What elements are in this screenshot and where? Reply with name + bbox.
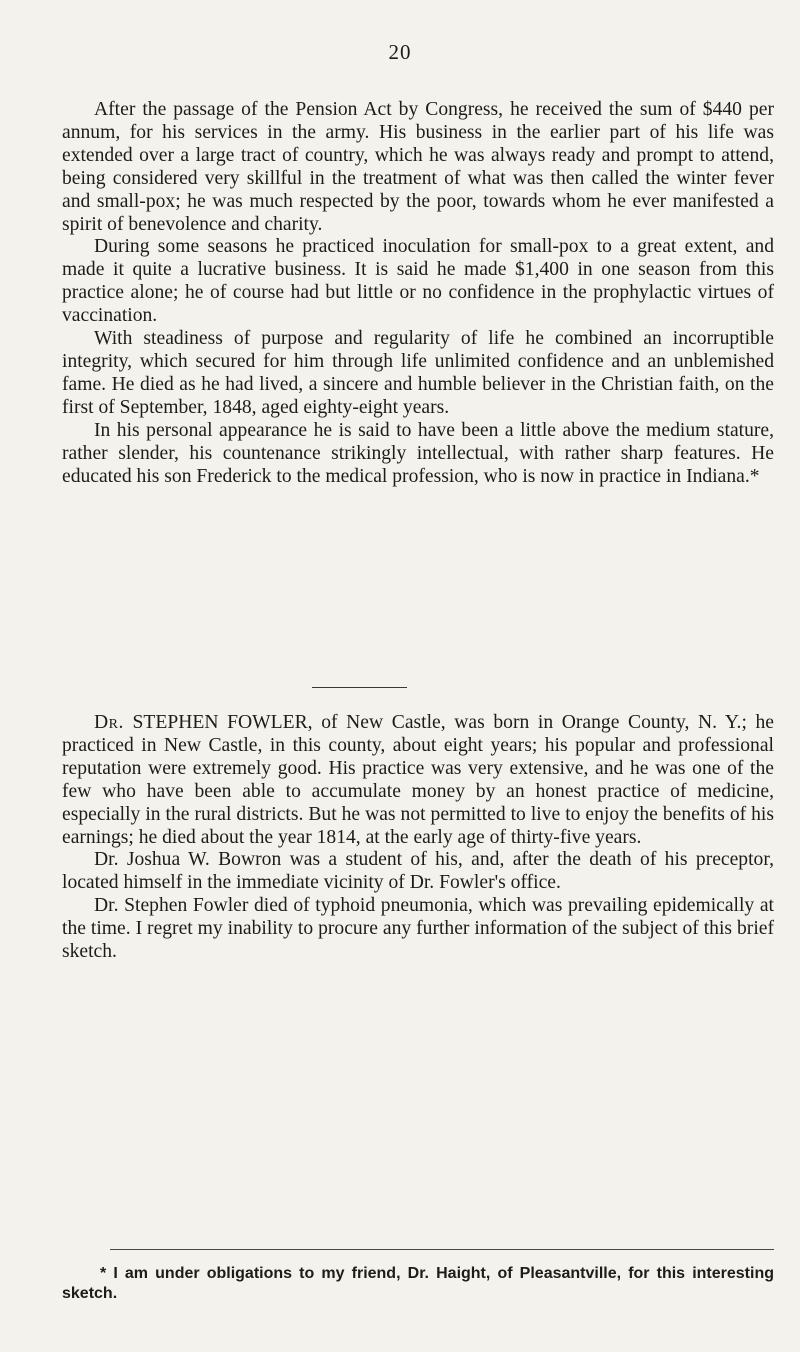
footnote-rule <box>110 1249 774 1250</box>
paragraph-integrity-death: With steadiness of purpose and regularity of life he combined an incorruptible integrity, which secured for him through life unlimited confidence and an unblemished fame. He died as he had lived, a sincere and humble believer in the Christian faith, on the first of September, 1848, aged eighty-eight years. <box>62 328 774 418</box>
paragraph-fowler-death: Dr. Stephen Fowler died of typhoid pneumonia, which was prevailing epidemically at the time. I regret my inability to procure any further information of the subject of this brief sketch. <box>62 895 774 963</box>
paragraph-pension-act: After the passage of the Pension Act by Congress, he received the sum of $440 per annum, for his services in the army. His business in the earlier part of his life was extended over a large tract of country, which he was always ready and prompt to attend, being considered very skillful in the treatment of what was then called the winter fever and small-pox; he was much respected by the poor, towards whom he ever manifested a spirit of benevolence and charity. <box>62 99 774 235</box>
section-stephen-fowler <box>62 712 774 964</box>
intro-text: of New Castle, was born in Orange County, N. Y.; he practiced in New Castle, in this county, about eight years; his popular and professional reputation were extremely good. His practice was very extensive, and he was one of the few who have been able to accumulate money by an honest practice of medicine, especially in the rural districts. But he was not permitted to live to enjoy the benefits of his earnings; he died about the year 1814, at the early age of thirty-five years. <box>62 712 775 848</box>
paragraph-inoculation: During some seasons he practiced inoculation for small-pox to a great extent, and made it quite a lucrative business. It is said he made $1,400 in one season from this practice alone; he of course had but little or no confidence in the prophylactic virtues of vaccination. <box>62 236 774 327</box>
footnote <box>62 1264 774 1304</box>
footnote-text: * I am under obligations to my friend, Dr. Haight, of Pleasantville, for this interesting sketch. <box>62 1265 774 1302</box>
page-number: 20 <box>388 40 412 64</box>
paragraph-personal-appearance: In his personal appearance he is said to have been a little above the medium stature, rather slender, his countenance strikingly intellectual, with rather sharp features. He educated his son Frederick to the medical profession, who is now in practice in Indiana.* <box>62 419 774 487</box>
section-divider <box>312 687 407 688</box>
title-prefix: Dr. <box>94 712 124 733</box>
section-pension-biography <box>62 99 774 488</box>
subject-name: STEPHEN FOWLER, <box>132 712 313 733</box>
paragraph-stephen-fowler-intro <box>62 712 774 849</box>
paragraph-bowron: Dr. Joshua W. Bowron was a student of his, and, after the death of his preceptor, located himself in the immediate vicinity of Dr. Fowler's office. <box>62 849 774 894</box>
